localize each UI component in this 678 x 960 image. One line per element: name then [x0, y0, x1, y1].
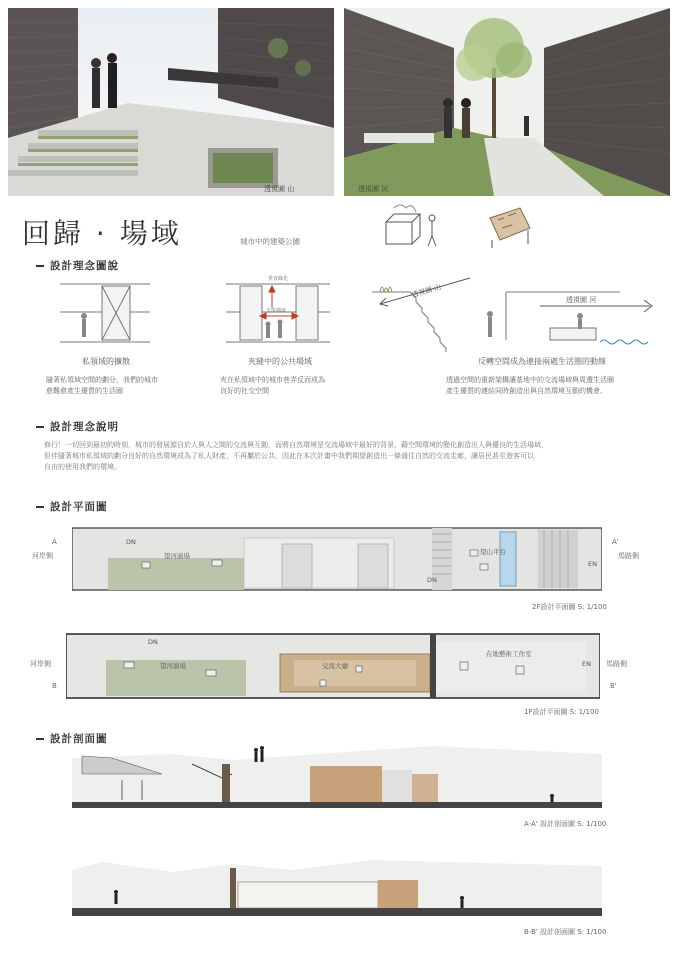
diagram-label-vertical: 垂直綠化	[268, 276, 289, 282]
plan2f-scale: 2F設計平面圖 S: 1/100	[532, 603, 607, 611]
plan1f-right-side-label: 馬路側	[606, 660, 627, 668]
plan2f-left-side-label: 河岸側	[32, 552, 53, 560]
dash-icon	[36, 426, 44, 428]
page-title: 回歸 · 場域	[22, 217, 182, 250]
page-subtitle: 城市中的建築公園	[240, 237, 300, 246]
plan2f-label-river: 望河廣場	[164, 552, 190, 560]
plan1f-marker-right: B'	[610, 682, 617, 690]
plan2f-marker-right: A'	[612, 538, 619, 546]
section-heading-plans: 設計平面圖	[36, 499, 108, 514]
plan1f-dn: DN	[148, 638, 158, 646]
plan2f-dn-1: DN	[126, 538, 136, 546]
concept-diagrams	[40, 272, 670, 352]
photo-caption-river: 透視圖 河	[358, 185, 389, 193]
concept-item-1-label: 私領域的擴散	[82, 357, 130, 366]
plan2f-en: EN	[588, 560, 597, 568]
section-drawing-b	[72, 852, 612, 922]
section-a-scale: A-A' 設計剖面圖 S: 1/100	[524, 820, 607, 828]
floor-plan-2f	[72, 524, 602, 594]
plan1f-scale: 1F設計平面圖 S: 1/100	[524, 708, 599, 716]
dash-icon	[36, 506, 44, 508]
diagram-label-river: 透視圖 河	[566, 296, 597, 304]
photo-caption-mountain: 透視圖 山	[264, 185, 295, 193]
diagram-label-mountain: 透視圖 山	[410, 283, 443, 300]
concept-item-3-label: 反轉空間成為連接兩處生活圈的動線	[478, 357, 606, 366]
section-b-scale: B-B' 設計剖面圖 S: 1/100	[524, 928, 607, 936]
plan1f-marker-left: B	[52, 682, 57, 690]
perspective-river-image	[344, 8, 670, 196]
plan1f-label-exchange: 交流大廳	[322, 662, 348, 670]
perspective-mountain-image	[8, 8, 334, 196]
plan1f-en: EN	[582, 660, 591, 668]
plan1f-left-side-label: 河岸側	[30, 660, 51, 668]
plan2f-right-side-label: 馬路側	[618, 552, 639, 560]
plan2f-label-mountain: 望山平台	[480, 548, 506, 556]
dash-icon	[36, 265, 44, 267]
plan2f-dn-2: DN	[427, 576, 437, 584]
floor-plan-1f	[66, 632, 600, 702]
plan2f-marker-left: A	[52, 538, 57, 546]
concept-item-2-desc: 夾在私領域中的城市巷弄反而成為 良好的社交空間	[220, 376, 325, 395]
plan1f-label-workshop: 在地藝術工作室	[486, 650, 532, 658]
plan1f-label-river: 望河廣場	[160, 662, 186, 670]
sketch-illustrations	[380, 200, 570, 252]
concept-description: 修行！一切回到最初的時刻，城市的發展源自於人與人之間的交流與互動，而將自然環境是交流場域中最好的背景，藉空間環境的變化創造出人與優良的生活場域， 但伴隨著城市私領域的劃分良好的自然環境成為了私人財產，不再屬於公共，因此在本次計畫中我們期望創造出一條通往自然的交流走廊，讓居民甚至遊客可以 自由的使用我們的環境。	[44, 441, 548, 471]
section-heading-concept-text: 設計理念說明	[36, 419, 119, 434]
section-heading-sections: 設計剖面圖	[36, 731, 108, 746]
dash-icon	[36, 738, 44, 740]
concept-item-3-desc: 透過空間的重新架構讓基地中的交流場域與周遭生活圈 產生優質的連結同時創造出與自然環境互動的機會。	[446, 376, 614, 395]
section-heading-concept-diagram: 設計理念圖說	[36, 258, 119, 273]
diagram-label-exchange: 交流場域	[266, 308, 287, 314]
section-drawing-a	[72, 744, 612, 816]
concept-item-1-desc: 隨著私領域空間的劃分，我們的城市 愈難愈產生優質的生活圈	[46, 376, 158, 395]
concept-item-2-label: 夾縫中的公共場域	[248, 357, 312, 366]
